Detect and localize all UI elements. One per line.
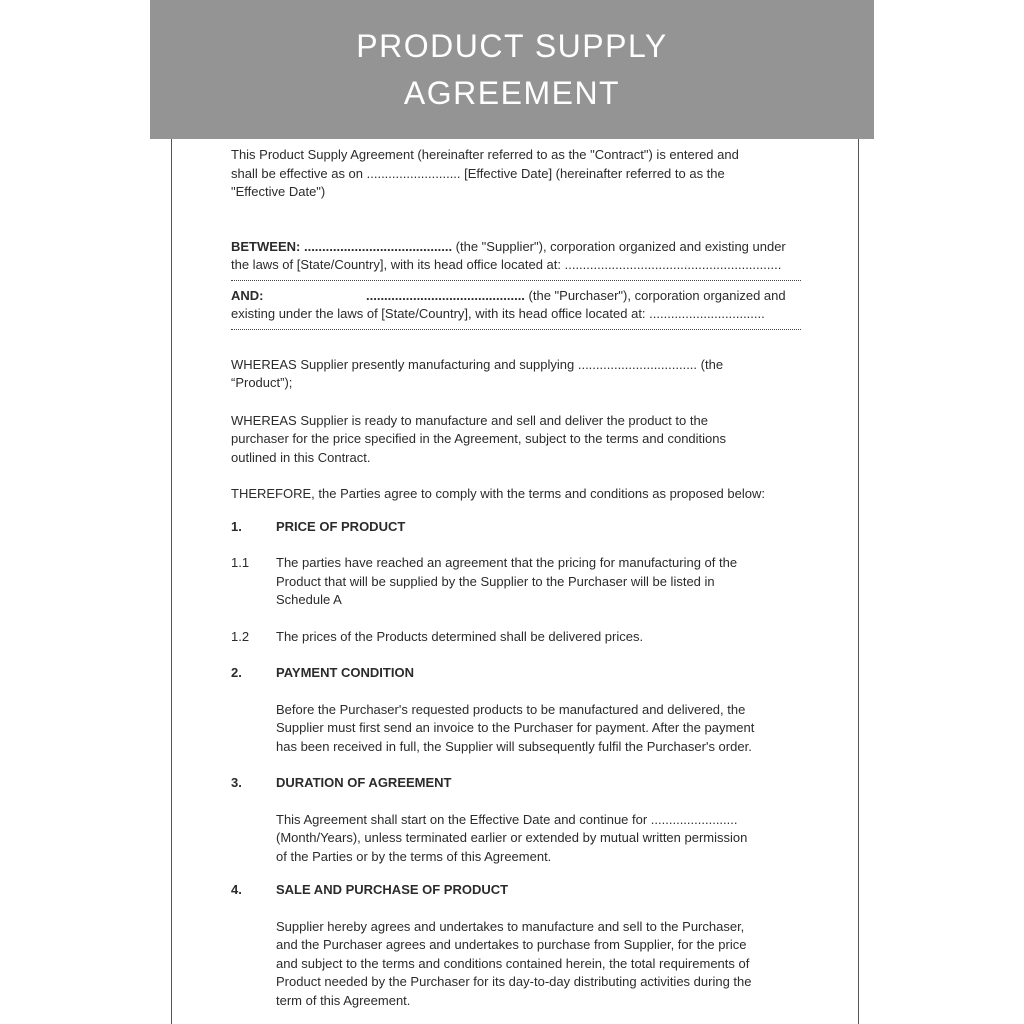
agreement-body (231, 146, 801, 1010)
section-2-number: 2. (231, 665, 242, 680)
section-3-heading (231, 774, 801, 793)
clause-1-1-line-1: The parties have reached an agreement that the pricing for manufacturing of the (276, 555, 738, 570)
section-2-heading (231, 664, 801, 683)
clause-1-1-line-3: Schedule A (276, 592, 342, 607)
section-4-line-5: term of this Agreement. (276, 992, 411, 1008)
clause-1-2-text: The prices of the Products determined shall be delivered prices. (276, 628, 644, 644)
section-1-number: 1. (231, 518, 242, 534)
section-3-line-2: (Month/Years), unless terminated earlier or extended by mutual written permission (276, 830, 748, 845)
section-4-number: 4. (231, 882, 242, 897)
section-2-paragraph (231, 701, 801, 757)
and-clause (231, 287, 801, 324)
section-4-title: SALE AND PURCHASE OF PRODUCT (276, 882, 509, 897)
section-4-heading (231, 881, 801, 900)
section-4-line-4: Product needed by the Purchaser for its day-to-day distributing activities during the (276, 974, 752, 989)
purchaser-address-blank (231, 329, 801, 330)
and-label: AND: (231, 287, 264, 303)
and-text: (the "Purchaser"), corporation organized and (524, 287, 786, 303)
section-3-line-1: This Agreement shall start on the Effective Date and continue for ........................ (276, 811, 738, 827)
section-1-title: PRICE OF PRODUCT (276, 518, 406, 534)
intro-line-2: shall be effective as on .......................... [Effective Date] (hereinafter referred to as the (231, 165, 725, 181)
between-line-2: the laws of [State/Country], with its head office located at: ............................................................ (231, 257, 782, 272)
banner-title-line-1: PRODUCT SUPPLY (356, 27, 668, 64)
between-clause (231, 238, 801, 275)
whereas2-line-2: purchaser for the price specified in the Agreement, subject to the terms and conditions (231, 431, 726, 446)
purchaser-name-blank: ............................................ (366, 287, 525, 303)
whereas1-line-1: WHEREAS Supplier presently manufacturing and supplying ................................. (the (231, 356, 724, 372)
clause-1-1-text (276, 554, 737, 610)
between-text: (the "Supplier"), corporation organized and existing under (452, 238, 786, 254)
section-2-line-3: has been received in full, the Supplier will subsequently fulfil the Purchaser's order. (276, 738, 752, 754)
section-4-line-1: Supplier hereby agrees and undertakes to manufacture and sell to the Purchaser, (276, 918, 745, 934)
whereas-paragraph-2 (231, 412, 801, 468)
section-2-line-1: Before the Purchaser's requested products to be manufactured and delivered, the (276, 701, 746, 717)
intro-paragraph (231, 146, 801, 202)
clause-1-1 (231, 554, 801, 610)
section-3-number: 3. (231, 775, 242, 790)
intro-line-3: "Effective Date") (231, 184, 326, 199)
clause-1-2-number: 1.2 (231, 628, 250, 644)
therefore-paragraph: THEREFORE, the Parties agree to comply with the terms and conditions as proposed below: (231, 486, 765, 501)
supplier-name-blank: ......................................... (303, 238, 453, 254)
whereas2-line-3: outlined in this Contract. (231, 449, 371, 465)
intro-line-1: This Product Supply Agreement (hereinafter referred to as the "Contract") is entered and (231, 147, 739, 162)
supplier-address-blank (231, 280, 801, 281)
section-2-title: PAYMENT CONDITION (276, 665, 414, 680)
whereas2-line-1: WHEREAS Supplier is ready to manufacture and sell and deliver the product to the (231, 412, 708, 428)
clause-1-1-line-2: Product that will be supplied by the Supplier to the Purchaser will be listed in (276, 573, 715, 589)
section-3-line-3: of the Parties or by the terms of this Agreement. (276, 848, 552, 864)
section-4-paragraph (231, 918, 801, 1011)
banner-title-line-2: AGREEMENT (403, 74, 621, 111)
between-label: BETWEEN: (231, 238, 301, 254)
section-4-line-2: and the Purchaser agrees and undertakes to purchase from Supplier, for the price (276, 937, 747, 952)
whereas-paragraph-1 (231, 356, 801, 393)
clause-1-1-number: 1.1 (231, 555, 250, 570)
section-4-line-3: and subject to the terms and conditions contained herein, the total requirements of (276, 955, 750, 971)
whereas1-line-2: “Product”); (231, 375, 293, 390)
title-banner (150, 0, 874, 139)
section-3-paragraph (231, 811, 801, 867)
section-3-title: DURATION OF AGREEMENT (276, 775, 452, 790)
clause-1-2 (231, 628, 801, 647)
section-1-heading (231, 518, 801, 537)
and-line-2: existing under the laws of [State/Country], with its head office located at: ................................ (231, 306, 765, 321)
section-2-line-2: Supplier must first send an invoice to the Purchaser for payment. After the payment (276, 720, 755, 735)
